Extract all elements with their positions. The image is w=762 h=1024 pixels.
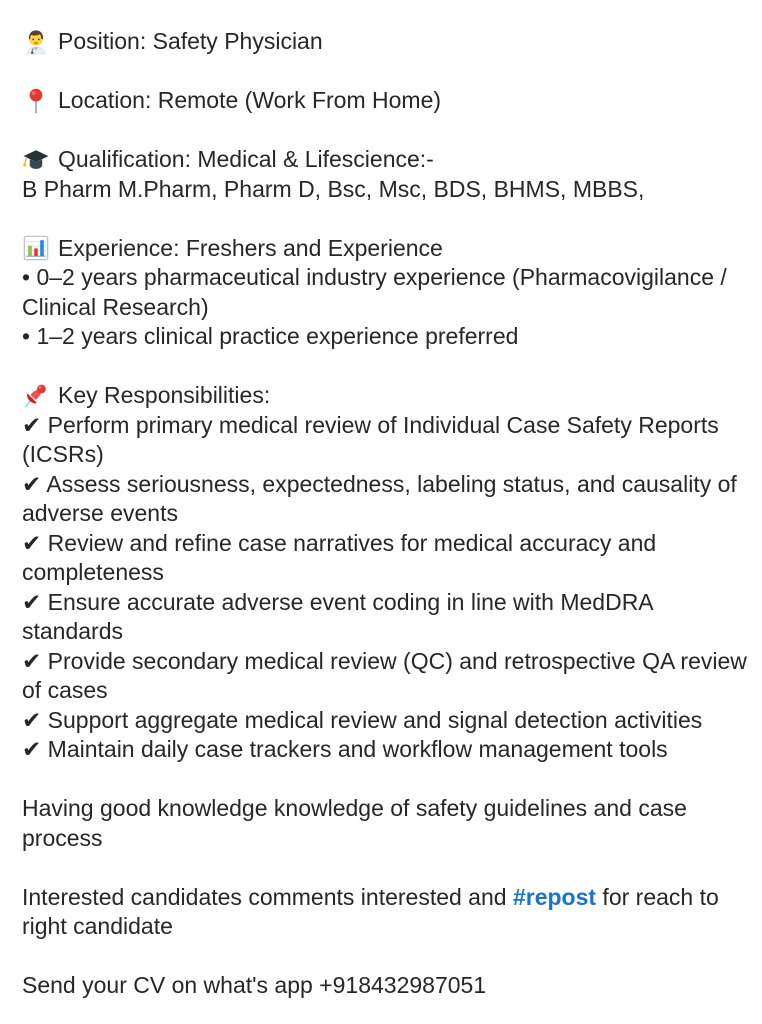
cv-paragraph — [22, 971, 744, 1001]
interested-text-wrap: right candidate — [22, 913, 173, 939]
interested-paragraph — [22, 883, 744, 942]
repost-hashtag-link[interactable]: #repost — [512, 883, 597, 910]
interested-text-before: Interested candidates comments interested and — [22, 883, 513, 910]
graduation-cap-emoji — [22, 146, 50, 174]
pushpin-emoji — [22, 382, 50, 410]
send-cv-text: Send your CV on what's app +918432987051 — [22, 972, 487, 998]
responsibility-item: ✔ Support aggregate medical review and signal detection activities — [22, 706, 703, 733]
location-paragraph — [22, 86, 744, 116]
responsibility-item: ✔ Assess seriousness, expectedness, labeling status, and causality of — [22, 470, 737, 497]
experience-bullet-1-wrap: Clinical Research) — [22, 293, 209, 320]
qualification-paragraph — [22, 145, 744, 204]
interested-text-after: for reach to — [596, 883, 719, 910]
responsibility-item: ✔ Perform primary medical review of Individual Case Safety Reports — [22, 411, 719, 438]
responsibilities-paragraph — [22, 381, 747, 765]
qualification-text: Qualification: Medical & Lifescience:- — [58, 146, 434, 172]
responsibility-item: ✔ Review and refine case narratives for medical accuracy and — [22, 529, 657, 556]
man-health-worker-emoji — [22, 28, 50, 56]
bar-chart-emoji — [22, 234, 50, 262]
knowledge-text-wrap: process — [22, 824, 103, 851]
responsibility-item-wrap: completeness — [22, 559, 164, 585]
responsibility-item-wrap: adverse events — [22, 500, 178, 526]
experience-bullet-1: • 0–2 years pharmaceutical industry experience (Pharmacovigilance / — [22, 264, 727, 290]
experience-paragraph — [22, 234, 744, 352]
position-text: Position: Safety Physician — [58, 28, 323, 54]
knowledge-paragraph — [22, 794, 744, 853]
responsibilities-heading: Key Responsibilities: — [58, 382, 271, 408]
experience-text: Experience: Freshers and Experience — [58, 234, 443, 261]
experience-bullet-2: • 1–2 years clinical practice experience preferred — [22, 323, 519, 349]
location-text: Location: Remote (Work From Home) — [58, 87, 442, 113]
responsibility-item: ✔ Provide secondary medical review (QC) and retrospective QA review — [22, 647, 747, 674]
responsibility-item-wrap: (ICSRs) — [22, 441, 104, 467]
qualification-degrees: B Pharm M.Pharm, Pharm D, Bsc, Msc, BDS, BHMS, MBBS, — [22, 175, 645, 202]
responsibility-item-wrap: of cases — [22, 677, 108, 703]
responsibility-item: ✔ Ensure accurate adverse event coding in line with MedDRA — [22, 588, 654, 615]
responsibility-item-wrap: standards — [22, 618, 124, 644]
knowledge-text: Having good knowledge knowledge of safety guidelines and case — [22, 795, 687, 821]
position-paragraph — [22, 27, 744, 57]
responsibility-item: ✔ Maintain daily case trackers and workflow management tools — [22, 736, 668, 762]
round-pushpin-emoji — [22, 87, 50, 115]
